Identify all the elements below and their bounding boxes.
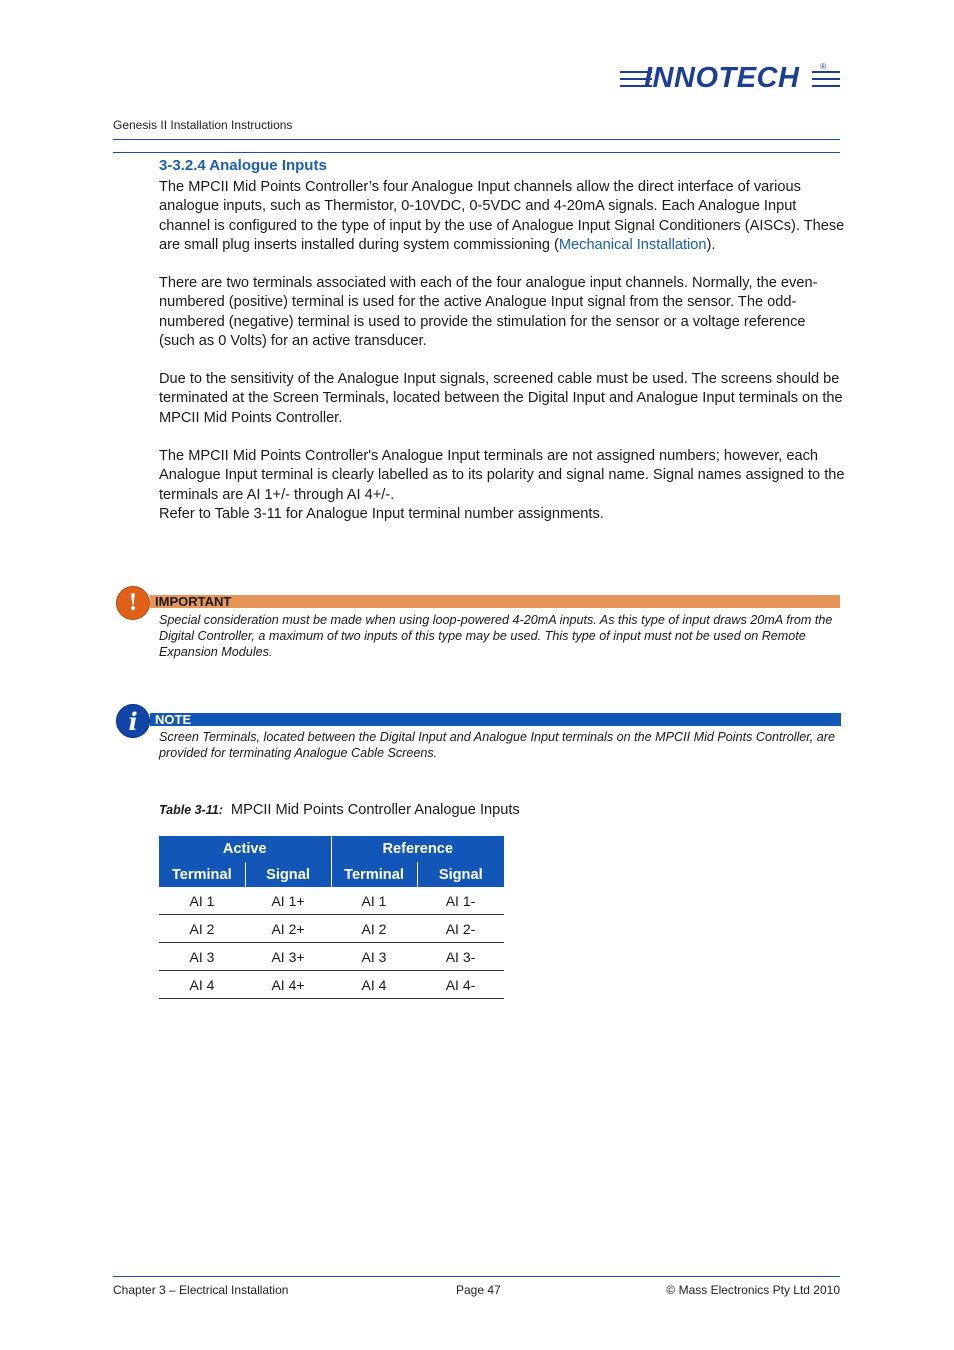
footer-chapter: Chapter 3 – Electrical Installation: [113, 1283, 289, 1297]
table-cell: AI 1: [159, 887, 245, 915]
important-label: IMPORTANT: [155, 594, 232, 609]
column-header-signal: Signal: [417, 862, 504, 887]
table-cell: AI 2: [159, 915, 245, 943]
table-cell: AI 1: [331, 887, 417, 915]
header-rule-bottom: [113, 152, 840, 153]
table-cell: AI 4: [159, 971, 245, 999]
table-cell: AI 4-: [417, 971, 504, 999]
important-bar: [150, 595, 840, 608]
table-cell: AI 3: [159, 943, 245, 971]
important-text: Special consideration must be made when using loop-powered 4-20mA inputs. As this type of input draws 20mA from the Digital Controller, a maximum of two inputs of this type may be used. This type of input must not be used on Remote Expansion Modules.: [159, 613, 833, 659]
table-row: [159, 971, 504, 999]
mechanical-installation-link[interactable]: Mechanical Installation: [558, 236, 707, 253]
table-row: [159, 915, 504, 943]
paragraph-1-end: ).: [706, 236, 716, 253]
table-cell: AI 3+: [245, 943, 331, 971]
table-cell: AI 2-: [417, 915, 504, 943]
table-caption-label: Table 3-11:: [159, 803, 223, 817]
paragraph-1-text: The MPCII Mid Points Controller’s four Analogue Input channels allow the direct interface of various analogue inputs, such as Thermistor, 0-10VDC, 0-5VDC and 4-20mA signals. Each Analogue Input channel is configured to the type of input by the use of Analogue Input Signal Conditioners (AISCs). These are small plug inserts installed during system commissioning (: [159, 179, 845, 253]
document-title: Genesis II Installation Instructions: [113, 118, 293, 132]
table-cell: AI 4: [331, 971, 417, 999]
table-cell: AI 4+: [245, 971, 331, 999]
paragraph-4: The MPCII Mid Points Controller's Analogue Input terminals are not assigned numbers; however, each Analogue Input terminal is clearly labelled as to its polarity and signal name. Signal names assigned to the terminals are AI 1+/- through AI 4+/-.: [159, 448, 845, 503]
paragraph-1: [159, 178, 845, 255]
info-icon: i: [116, 704, 150, 738]
paragraph-2: There are two terminals associated with each of the four analogue input channels. Normally, the even-numbered (positive) terminal is used for the active Analogue Input signal from the sensor. The odd-numbered (negative) terminal is used to provide the stimulation for the sensor or a voltage reference (such as 0 Volts) for an active transducer.: [159, 275, 818, 349]
table-cell: AI 2: [331, 915, 417, 943]
logo-speed-lines-right: [812, 71, 840, 92]
table-cell: AI 1+: [245, 887, 331, 915]
footer-rule: [113, 1276, 840, 1277]
table-cell: AI 3: [331, 943, 417, 971]
column-header-signal: Signal: [245, 862, 331, 887]
paragraph-5: Refer to Table 3-11 for Analogue Input terminal number assignments.: [159, 506, 604, 522]
table-cell: AI 1-: [417, 887, 504, 915]
table-caption-text: MPCII Mid Points Controller Analogue Inputs: [230, 802, 520, 818]
section-heading: 3-3.2.4 Analogue Inputs: [159, 157, 327, 174]
group-header-reference: Reference: [331, 836, 504, 862]
header-rule-top: [113, 139, 840, 140]
table-row: [159, 943, 504, 971]
column-header-terminal: Terminal: [159, 862, 245, 887]
logo-registered-mark: ®: [820, 62, 826, 71]
analogue-inputs-table: [159, 836, 504, 999]
logo-text: INNOTECH: [644, 62, 800, 94]
footer-page-number: Page 47: [456, 1283, 501, 1297]
paragraph-3: Due to the sensitivity of the Analogue Input signals, screened cable must be used. The screens should be terminated at the Screen Terminals, located between the Digital Input and Analogue Input terminals on the MPCII Mid Points Controller.: [159, 371, 843, 426]
group-header-active: Active: [159, 836, 331, 862]
table-cell: AI 3-: [417, 943, 504, 971]
innotech-logo: [620, 62, 842, 96]
exclamation-icon: !: [116, 586, 150, 620]
footer-copyright: © Mass Electronics Pty Ltd 2010: [666, 1283, 840, 1297]
table-row: [159, 887, 504, 915]
table-caption: [159, 802, 520, 818]
note-bar: [150, 713, 841, 726]
note-text: Screen Terminals, located between the Digital Input and Analogue Input terminals on the MPCII Mid Points Controller, are provided for terminating Analogue Cable Screens.: [159, 730, 836, 760]
table-cell: AI 2+: [245, 915, 331, 943]
column-header-terminal: Terminal: [331, 862, 417, 887]
note-label: NOTE: [155, 712, 192, 727]
